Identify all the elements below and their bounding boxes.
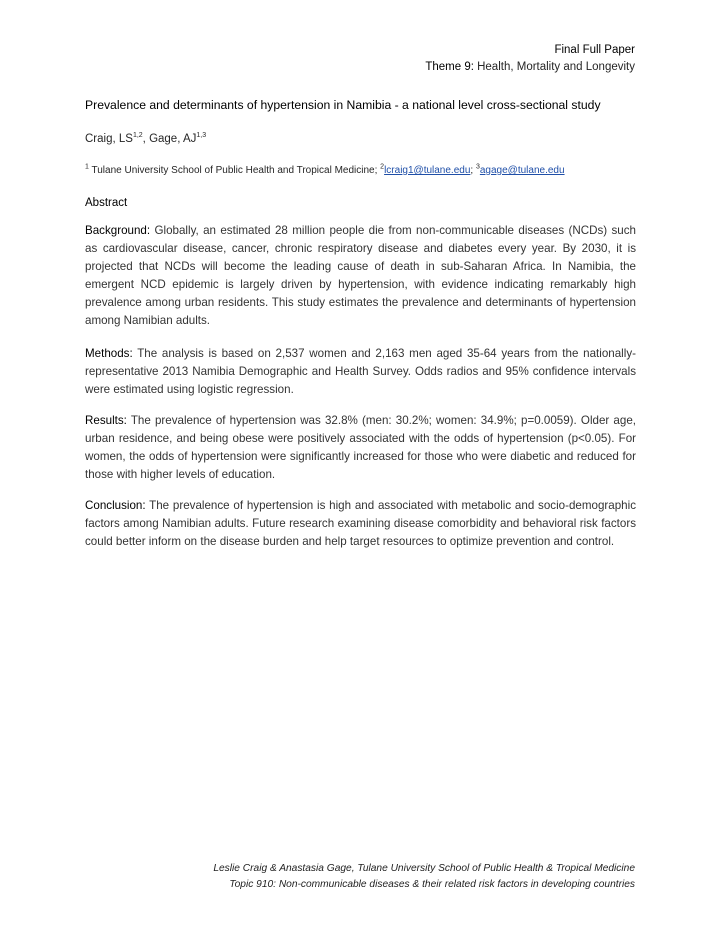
background-text: Globally, an estimated 28 million people die from non-communicable diseases (NCDs) such as cardiovascular disease, cancer, chronic respiratory disease and diabetes every year. By 2030, it is projected that NCDs will become the leading cause of death in sub-Saharan Africa. In Namibia, the emergent NCD epidemic is largely driven by hypertension, with evidence indicating remarkably high prevalence among urban residents. This study estimates the prevalence and determinants of hypertension among Namibian adults. (85, 224, 636, 327)
email-link-gage[interactable]: agage@tulane.edu (479, 165, 565, 176)
conclusion-label: Conclusion: (85, 499, 146, 512)
author-gage-affil: 1,3 (196, 132, 207, 140)
background-label: Background: (85, 224, 151, 237)
abstract-background (85, 222, 636, 330)
page-header (425, 42, 635, 76)
author-craig: Craig, LS (85, 133, 133, 145)
affil-marker-2: 2 (380, 163, 385, 171)
page-footer (213, 861, 635, 893)
author-list (85, 133, 206, 145)
affiliations (85, 165, 565, 176)
header-theme (425, 59, 635, 76)
methods-label: Methods: (85, 347, 133, 360)
header-theme-label: Theme 9: (425, 61, 474, 73)
affil-tulane: Tulane University School of Public Health and Tropical Medicine; (88, 165, 381, 176)
author-separator: , (142, 133, 150, 145)
header-paper-type: Final Full Paper (554, 44, 635, 56)
affil-marker-3: 3 (475, 163, 480, 171)
abstract-results (85, 412, 636, 484)
affil-marker-1: 1 (85, 163, 89, 171)
affil-separator: ; (470, 165, 476, 176)
email-link-craig[interactable]: lcraig1@tulane.edu (384, 165, 471, 176)
footer-authors: Leslie Craig & Anastasia Gage, Tulane University School of Public Health & Tropical Medicine (213, 863, 635, 874)
header-theme-text: Health, Mortality and Longevity (473, 61, 635, 73)
results-label: Results: (85, 414, 127, 427)
abstract-methods (85, 345, 636, 399)
methods-text: The analysis is based on 2,537 women and 2,163 men aged 35-64 years from the nationally-representative 2013 Namibia Demographic and Health Survey. Odds radios and 95% confidence intervals were estimated using logistic regression. (85, 347, 636, 396)
paper-title: Prevalence and determinants of hypertension in Namibia - a national level cross-sectional study (85, 98, 601, 112)
abstract-heading: Abstract (85, 197, 128, 209)
conclusion-text: The prevalence of hypertension is high and associated with metabolic and socio-demographic factors among Namibian adults. Future research examining disease comorbidity and behavioral risk factors could better inform on the disease burden and help target resources to optimize prevention and control. (85, 499, 636, 548)
author-craig-affil: 1,2 (132, 132, 143, 140)
footer-topic: Topic 910: Non-communicable diseases & their related risk factors in developing countries (229, 879, 635, 890)
author-gage: Gage, AJ (149, 133, 197, 145)
results-text: The prevalence of hypertension was 32.8% (men: 30.2%; women: 34.9%; p=0.0059). Older age, urban residence, and being obese were positively associated with the odds of hypertension (p<0.05). For women, the odds of hypertension were significantly increased for those who were diabetic and reduced for those with higher levels of education. (85, 414, 636, 481)
abstract-conclusion (85, 497, 636, 551)
